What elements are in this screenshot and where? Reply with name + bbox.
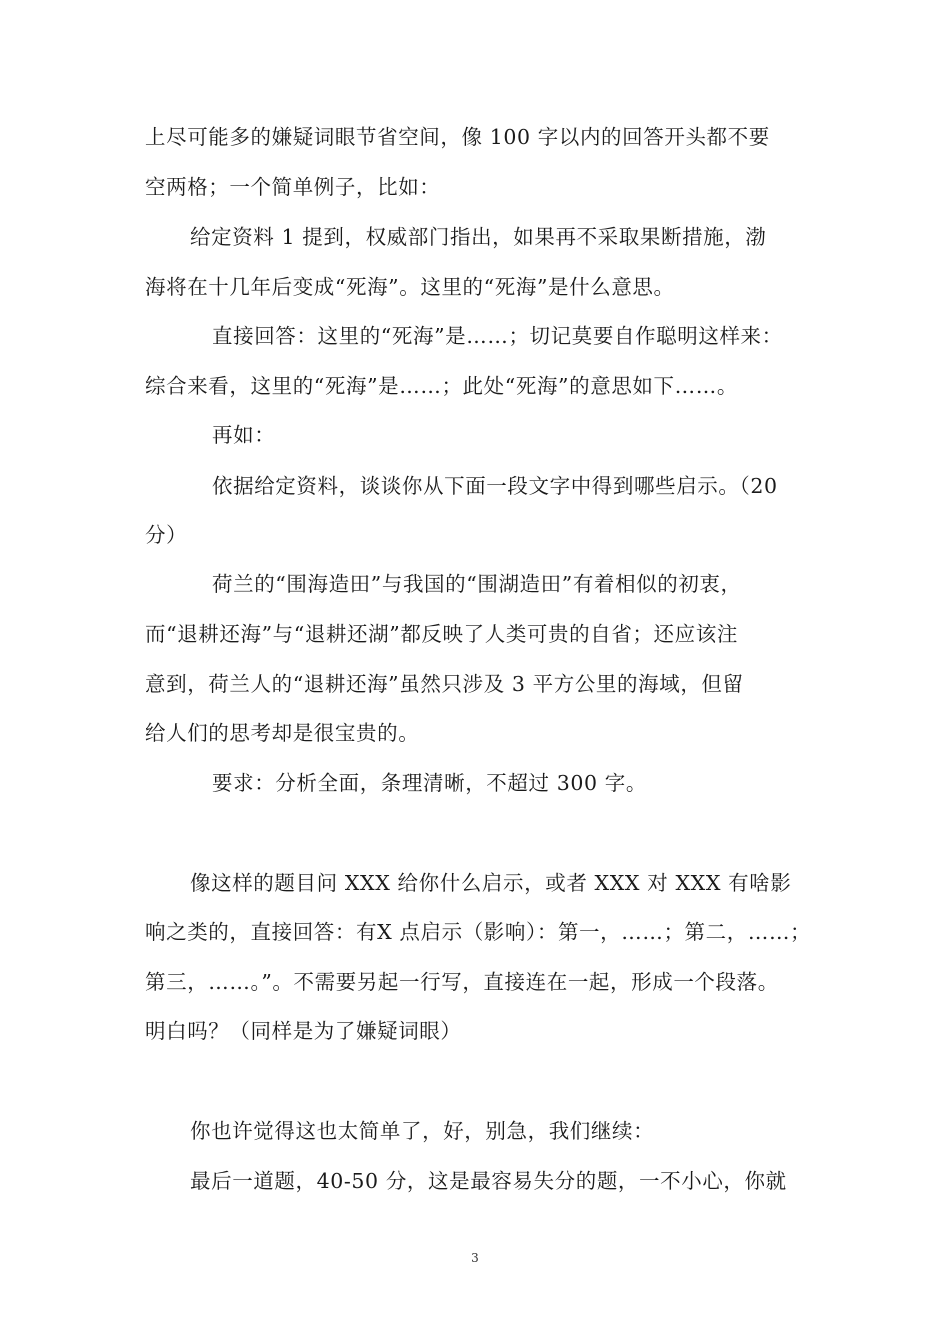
text-line: 要求：分析全面，条理清晰，不超过 300 字。 [212, 771, 647, 795]
text-line: 而“退耕还海”与“退耕还湖”都反映了人类可贵的自省；还应该注 [145, 622, 738, 646]
text-line: 空两格；一个简单例子，比如： [145, 175, 441, 199]
text-line: 像这样的题目问 XXX 给你什么启示，或者 XXX 对 XXX 有啥影 [190, 871, 792, 895]
text-line: 明白吗？（同样是为了嫌疑词眼） [145, 1019, 462, 1043]
text-line: 再如： [212, 423, 276, 447]
text-line: 直接回答：这里的“死海”是……；切记莫要自作聪明这样来： [212, 324, 783, 348]
text-line: 你也许觉得这也太简单了，好，别急，我们继续： [190, 1119, 655, 1143]
text-line: 海将在十几年后变成“死海”。这里的“死海”是什么意思。 [145, 275, 675, 299]
text-line: 第三，……。”。不需要另起一行写，直接连在一起，形成一个段落。 [145, 970, 779, 994]
text-line: 荷兰的“围海造田”与我国的“围湖造田”有着相似的初衷， [212, 572, 742, 596]
text-line: 给人们的思考却是很宝贵的。 [145, 721, 420, 745]
text-line: 最后一道题，40-50 分，这是最容易失分的题，一不小心，你就 [190, 1169, 787, 1193]
text-line: 依据给定资料，谈谈你从下面一段文字中得到哪些启示。（20 [212, 474, 778, 498]
text-line: 响之类的，直接回答：有X 点启示（影响）：第一，……；第二，……； [145, 920, 812, 944]
page-number: 3 [471, 1251, 479, 1265]
text-line: 给定资料 1 提到，权威部门指出，如果再不采取果断措施，渤 [190, 225, 767, 249]
text-line: 意到，荷兰人的“退耕还海”虽然只涉及 3 平方公里的海域，但留 [145, 672, 744, 696]
text-line: 综合来看，这里的“死海”是……；此处“死海”的意思如下……。 [145, 374, 738, 398]
text-line: 分） [145, 523, 188, 547]
text-line: 上尽可能多的嫌疑词眼节省空间，像 100 字以内的回答开头都不要 [145, 125, 770, 149]
